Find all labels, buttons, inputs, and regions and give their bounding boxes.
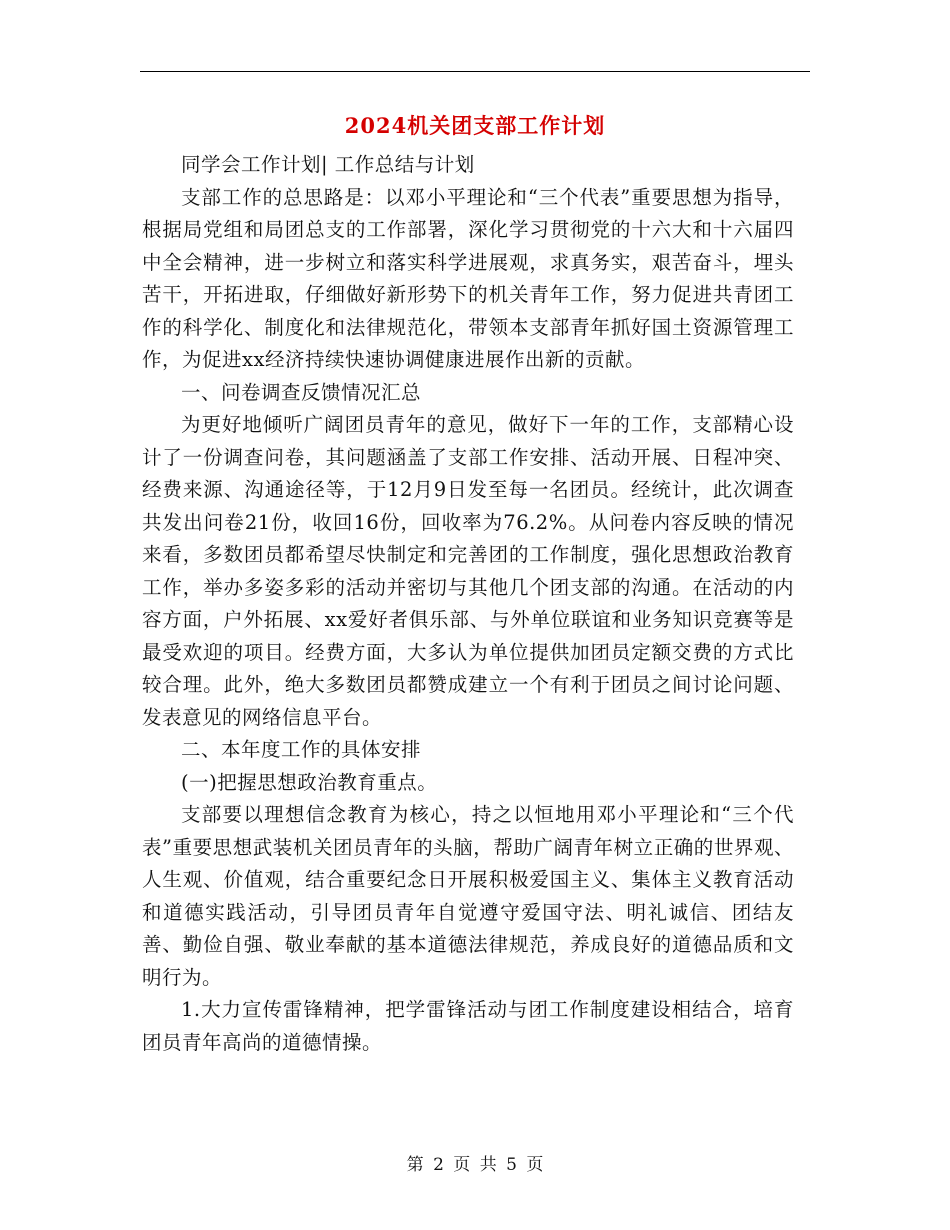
paragraph-survey: 为更好地倾听广阔团员青年的意见，做好下一年的工作，支部精心设计了一份调查问卷，其问题涵盖了支部工作安排、活动开展、日程冲突、经费来源、沟通途径等，于12月9日发至每一名团员。经统计，此次调查共发出问卷21份，收回16份，回收率为76.2%。从问卷内容反映的情况来看，多数团员都希望尽快制定和完善团的工作制度，强化思想政治教育工作，举办多姿多彩的活动并密切与其他几个团支部的沟通。在活动的内容方面，户外拓展、xx爱好者俱乐部、与外单位联谊和业务知识竞赛等是最受欢迎的项目。经费方面，大多认为单位提供加团员定额交费的方式比较合理。此外，绝大多数团员都赞成建立一个有利于团员之间讨论问题、发表意见的网络信息平台。: [142, 413, 794, 729]
section-heading-survey: 一、问卷调查反馈情况汇总: [181, 380, 422, 404]
page-number: 第 2 页 共 5 页: [406, 1155, 544, 1175]
document-title: 2024机关团支部工作计划: [344, 113, 606, 138]
paragraph-item-1: 1.大力宣传雷锋精神，把学雷锋活动与团工作制度建设相结合，培育团员青年高尚的道德情操。: [142, 998, 794, 1054]
header-rule: [140, 71, 810, 72]
paragraph-subtitle: 同学会工作计划| 工作总结与计划: [181, 153, 475, 176]
paragraph-overview: 支部工作的总思路是：以邓小平理论和“三个代表”重要思想为指导，根据局党组和局团总支的工作部署，深化学习贯彻党的十六大和十六届四中全会精神，进一步树立和落实科学进展观，求真务实，艰苦奋斗，埋头苦干，开拓进取，仔细做好新形势下的机关青年工作，努力促进共青团工作的科学化、制度化和法律规范化，带领本支部青年抓好国土资源管理工作，为促进xx经济持续快速协调健康进展作出新的贡献。: [142, 185, 794, 371]
section-heading-plan: 二、本年度工作的具体安排: [181, 738, 422, 761]
document-body: [142, 149, 794, 1059]
subsection-heading-education: (一)把握思想政治教育重点。: [181, 770, 438, 794]
paragraph-education: 支部要以理想信念教育为核心，持之以恒地用邓小平理论和“三个代表”重要思想武装机关团员青年的头脑，帮助广阔青年树立正确的世界观、人生观、价值观，结合重要纪念日开展积极爱国主义、集体主义教育活动和道德实践活动，引导团员青年自觉遵守爱国守法、明礼诚信、团结友善、勤俭自强、敬业奉献的基本道德法律规范，养成良好的道德品质和文明行为。: [142, 803, 794, 989]
